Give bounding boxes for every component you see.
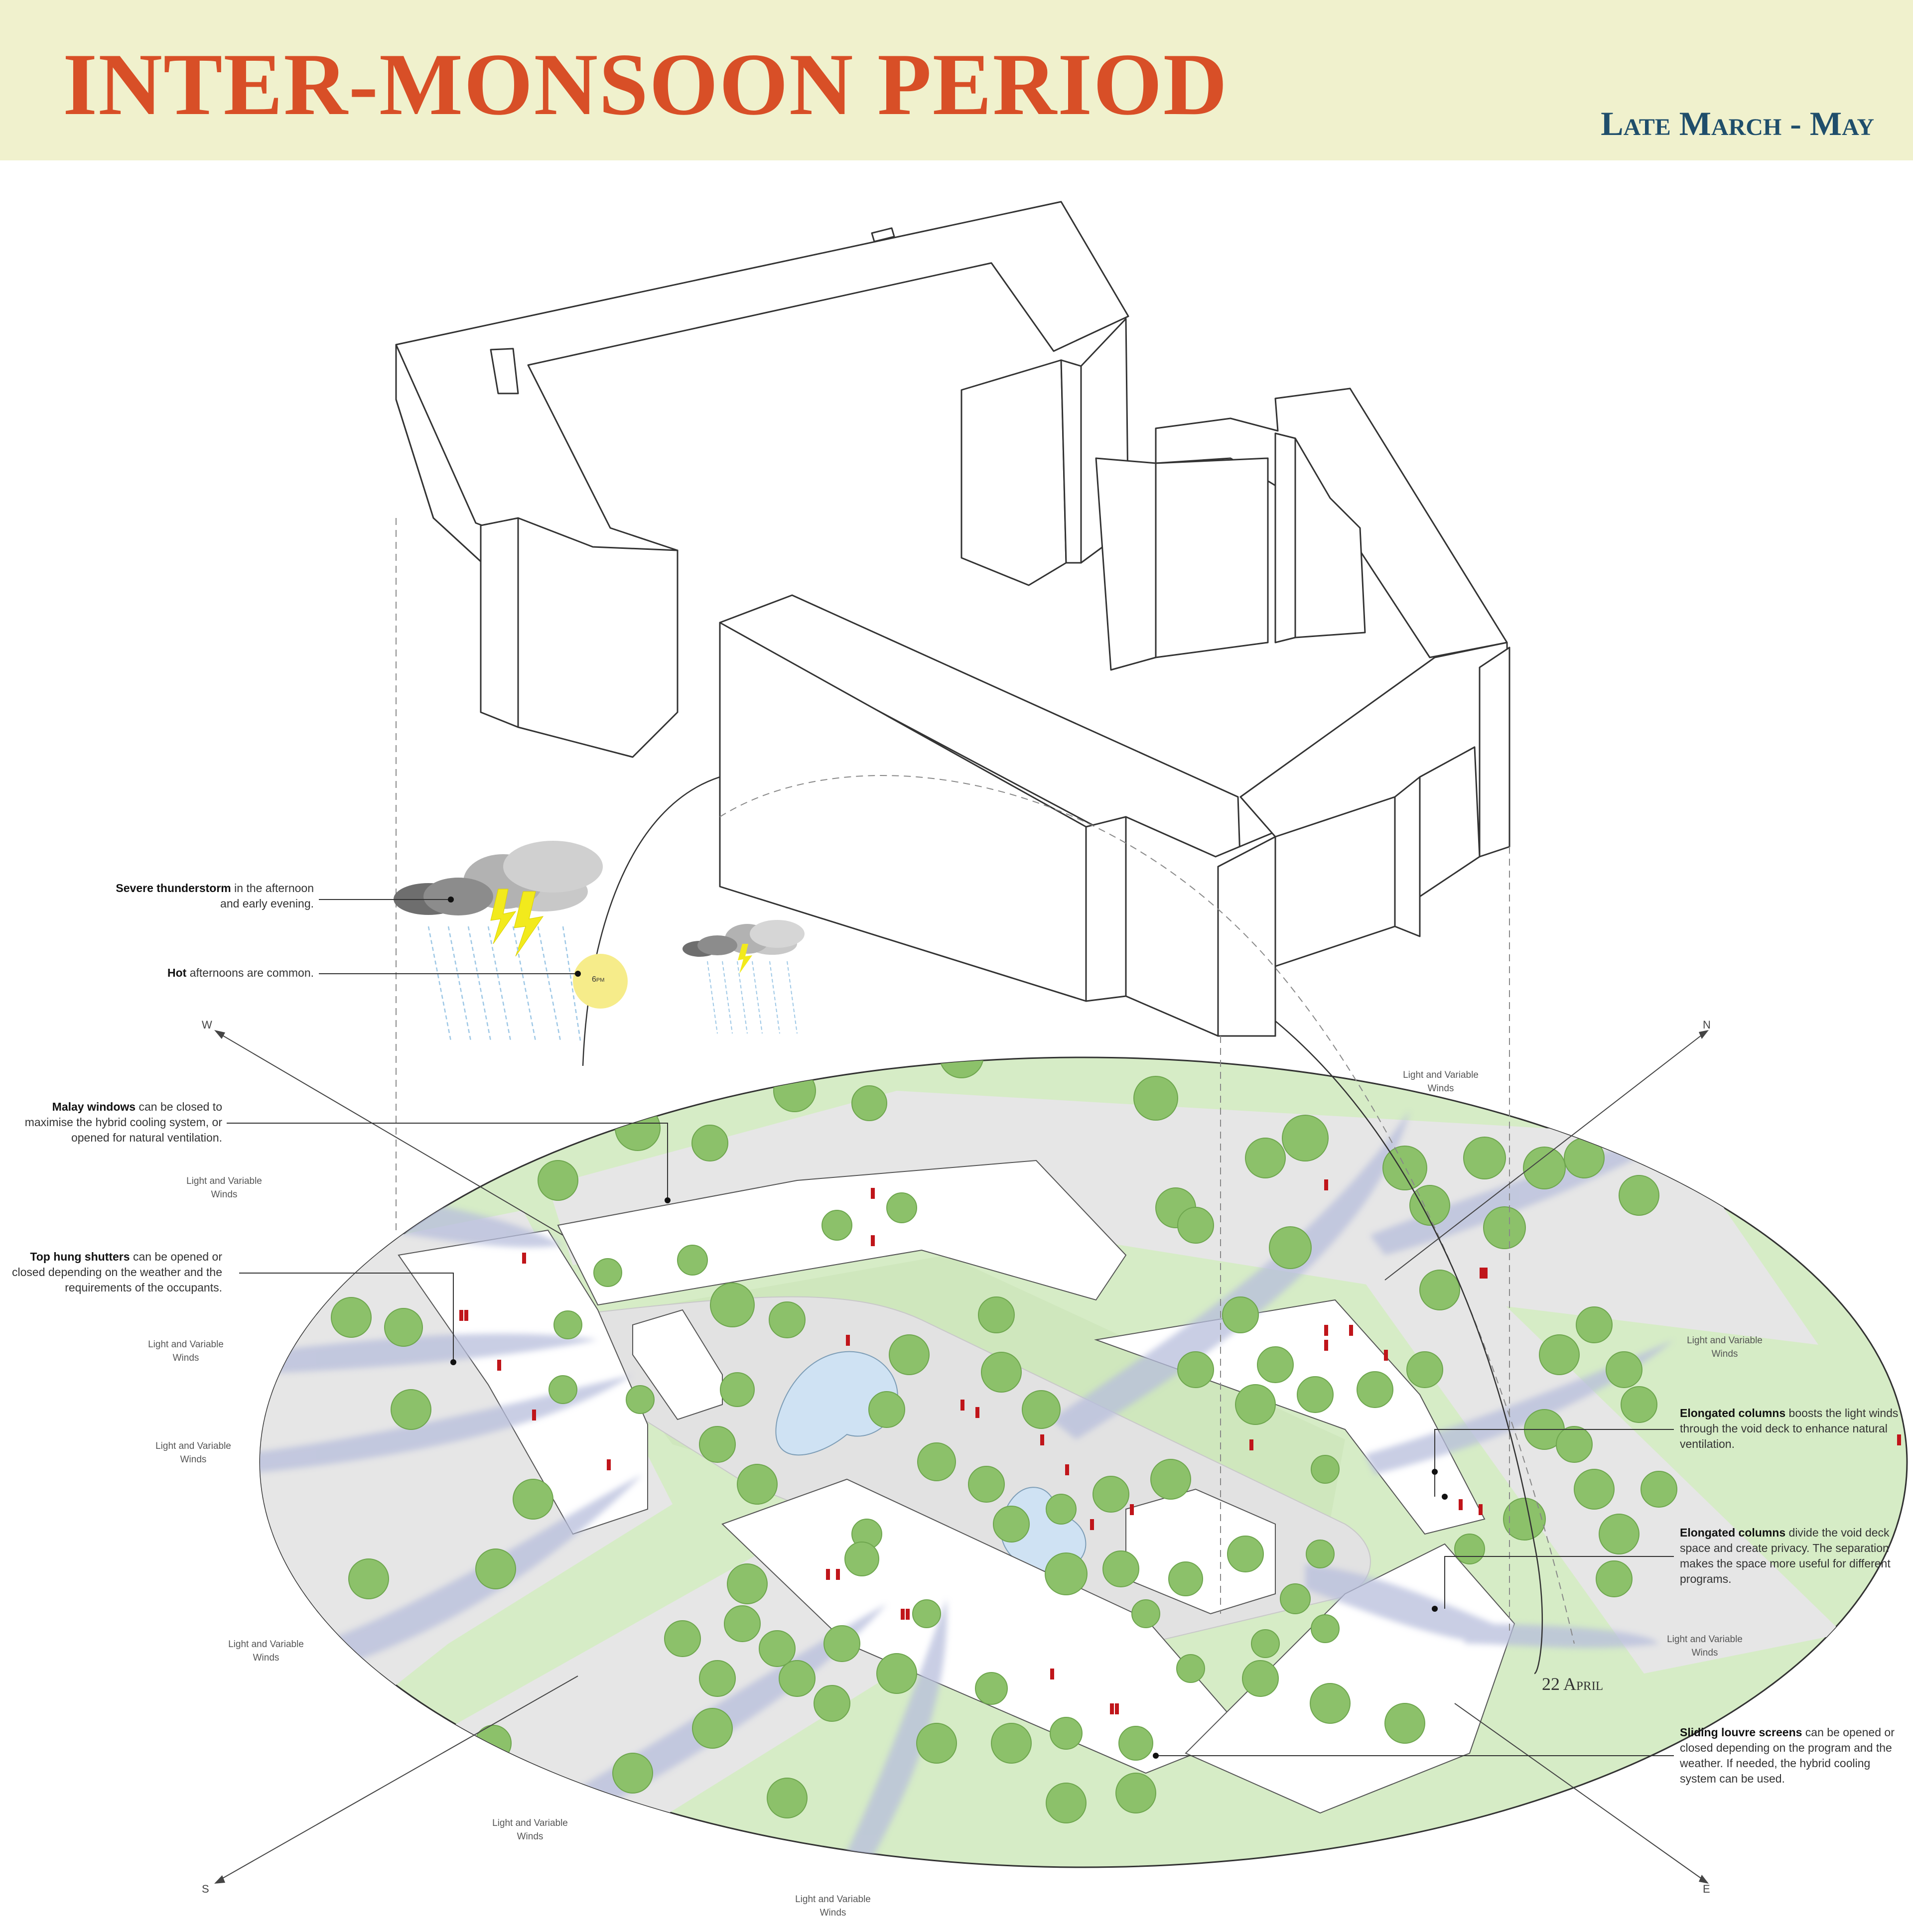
compass-north: N [1703, 1019, 1711, 1031]
building-massing [396, 202, 1509, 1036]
compass-west: W [202, 1019, 212, 1031]
note-thunderstorm: Severe thunderstorm in the afternoon and early evening. [116, 882, 314, 910]
compass-south: S [202, 1883, 209, 1895]
date-label: 22 April [1542, 1674, 1604, 1694]
note-top-hung-shutters: Top hung shutters can be opened or closed depending on the weather and the requirements of the occupants. [12, 1250, 222, 1294]
note-elongated-columns-privacy: Elongated columns divide the void deck space and create privacy. The separation makes the space more useful for different programs. [1680, 1526, 1891, 1585]
wind-label-south-1: Light and Variable Winds [492, 1818, 568, 1842]
note-elongated-columns-wind: Elongated columns boosts the light winds through the void deck to enhance natural ventilation. [1680, 1407, 1899, 1450]
sun-path-arc [583, 777, 720, 1066]
wind-label-east-2: Light and Variable Winds [1667, 1634, 1743, 1658]
compass-east: E [1703, 1883, 1710, 1895]
wind-label-west-2: Light and Variable Winds [148, 1339, 224, 1363]
note-hot-afternoons: Hot afternoons are common. [167, 966, 314, 979]
note-sliding-louvre-screens: Sliding louvre screens can be opened or closed depending on the program and the weather. If needed, the hybrid cooling system can be used. [1680, 1726, 1895, 1785]
site-plan [239, 1034, 1907, 1893]
wind-label-west-1: Light and Variable Winds [186, 1176, 262, 1200]
wind-label-south-2: Light and Variable Winds [795, 1894, 871, 1918]
sun-time-label: 6pm [592, 975, 605, 984]
axonometric-diagram [0, 160, 1913, 1932]
wind-label-north: Light and Variable Winds [1403, 1070, 1479, 1094]
rain-lines [428, 926, 580, 1041]
period-subtitle: Late March - May [1601, 105, 1874, 142]
small-rain-lines [707, 961, 797, 1033]
small-storm-cloud [683, 920, 805, 974]
wind-label-southwest: Light and Variable Winds [228, 1639, 304, 1663]
wind-label-east-1: Light and Variable Winds [1687, 1335, 1763, 1359]
page-title: INTER-MONSOON PERIOD [63, 35, 1229, 133]
note-malay-windows: Malay windows can be closed to maximise the hybrid cooling system, or opened for natural ventilation. [24, 1100, 222, 1144]
wind-label-west-3: Light and Variable Winds [155, 1441, 231, 1465]
header-banner [0, 0, 1913, 160]
